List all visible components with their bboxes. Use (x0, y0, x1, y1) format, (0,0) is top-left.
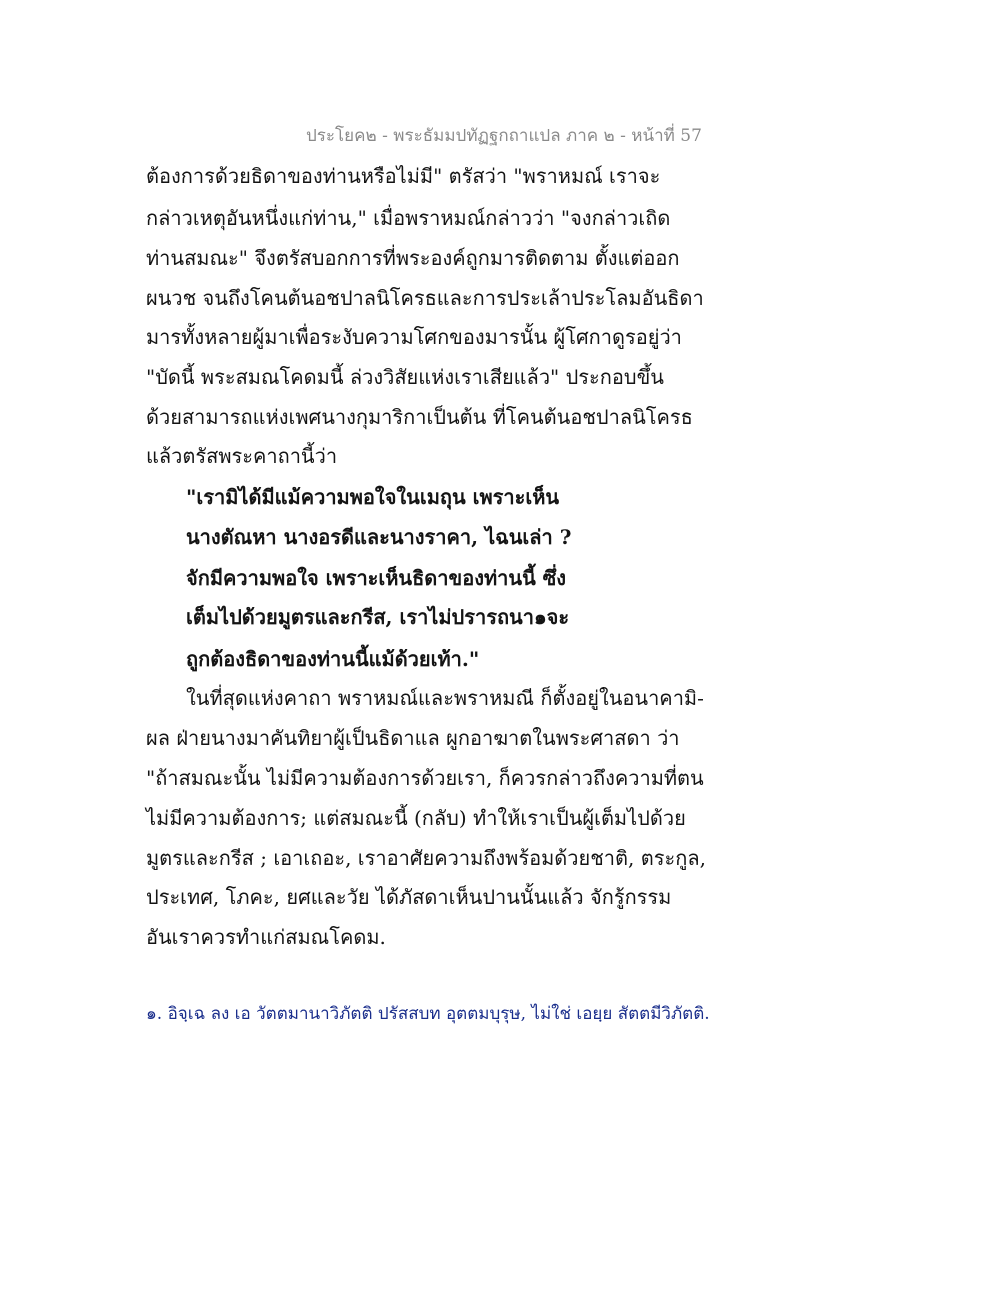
body-line: กล่าวเหตุอันหนึ่งแก่ท่าน," เมื่อพราหมณ์กล่าวว่า "จงกล่าวเถิด (146, 206, 671, 230)
body-line: ในที่สุดแห่งคาถา พราหมณ์และพราหมณี ก็ตั้งอยู่ในอนาคามิ- (186, 686, 704, 710)
body-line: ผนวช จนถึงโคนต้นอชปาลนิโครธและการประเล้าประโลมอันธิดา (146, 286, 704, 310)
body-line: มารทั้งหลายผู้มาเพื่อระงับความโศกของมารนั้น ผู้โศกาดูรอยู่ว่า (146, 325, 682, 349)
verse-line: นางตัณหา นางอรดีและนางราคา, ไฉนเล่า ? (186, 525, 572, 549)
body-line: มูตรและกรีส ; เอาเถอะ, เราอาศัยความถึงพร้อมด้วยชาติ, ตระกูล, (146, 846, 706, 870)
body-line: ต้องการด้วยธิดาของท่านหรือไม่มี" ตรัสว่า "พราหมณ์ เราจะ (146, 164, 661, 188)
body-line: "ถ้าสมณะนั้น ไม่มีความต้องการด้วยเรา, ก็ควรกล่าวถึงความที่ตน (146, 766, 704, 790)
footnote: ๑. อิจฺเฉ ลง เอ วัตตมานาวิภัตติ ปรัสสบท อุตตมบุรุษ, ไม่ใช่ เอยฺย สัตตมีวิภัตติ. (146, 1004, 710, 1024)
body-line: ประเทศ, โภคะ, ยศและวัย ได้ภัสดาเห็นปานนั้นแล้ว จักรู้กรรม (146, 885, 672, 909)
body-line: ไม่มีความต้องการ; แต่สมณะนี้ (กลับ) ทำให้เราเป็นผู้เต็มไปด้วย (146, 806, 686, 830)
body-line: ผล ฝ่ายนางมาคันทิยาผู้เป็นธิดาแล ผูกอาฆาตในพระศาสดา ว่า (146, 726, 680, 750)
body-line: อันเราควรทำแก่สมณโคดม. (146, 925, 386, 949)
body-line: ท่านสมณะ" จึงตรัสบอกการที่พระองค์ถูกมารติดตาม ตั้งแต่ออก (146, 246, 680, 270)
body-line: "บัดนี้ พระสมณโคดมนี้ ล่วงวิสัยแห่งเราเสียแล้ว" ประกอบขึ้น (146, 365, 664, 389)
verse-line: "เรามิได้มีแม้ความพอใจในเมถุน เพราะเห็น (186, 485, 560, 509)
verse-line: เต็มไปด้วยมูตรและกรีส, เราไม่ปรารถนา๑จะ (186, 605, 570, 629)
verse-line: ถูกต้องธิดาของท่านนี้แม้ด้วยเท้า." (186, 647, 480, 671)
running-header: ประโยค๒ - พระธัมมปทัฏฐกถาแปล ภาค ๒ - หน้าที่ 57 (306, 126, 702, 146)
body-line: ด้วยสามารถแห่งเพศนางกุมาริกาเป็นต้น ที่โคนต้นอชปาลนิโครธ (146, 405, 693, 429)
body-line: แล้วตรัสพระคาถานี้ว่า (146, 444, 338, 468)
verse-line: จักมีความพอใจ เพราะเห็นธิดาของท่านนี้ ซึ่ง (186, 566, 567, 590)
